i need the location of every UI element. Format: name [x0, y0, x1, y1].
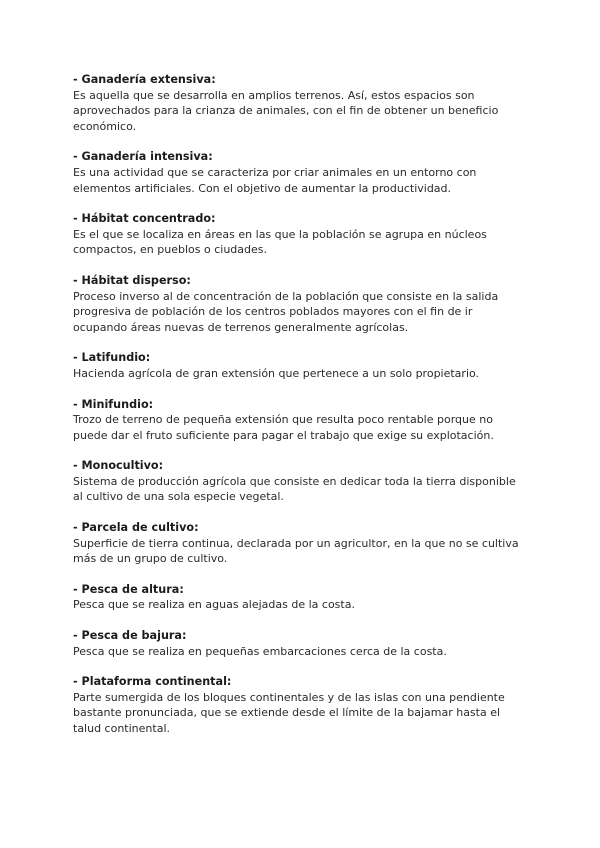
- definition-line: Proceso inverso al de concentración de la población que consiste en la salida: [73, 289, 499, 303]
- glossary-entry: [73, 458, 533, 505]
- definition-line: Parte sumergida de los bloques continentales y de las islas con una pendiente: [73, 690, 505, 704]
- term-definition: [73, 289, 533, 336]
- term-heading: - Latifundio:: [73, 351, 151, 365]
- term-heading: - Ganadería intensiva:: [73, 150, 213, 164]
- term-definition: [73, 165, 533, 196]
- glossary-entry: [73, 520, 533, 567]
- term-definition: [73, 412, 533, 443]
- term-definition: [73, 597, 533, 613]
- term-definition: [73, 366, 533, 382]
- term-heading: - Pesca de bajura:: [73, 629, 187, 643]
- definition-line: talud continental.: [73, 722, 170, 735]
- definition-line: aprovechados para la crianza de animales, con el fin de obtener un beneficio: [73, 104, 499, 118]
- definition-line: Pesca que se realiza en aguas alejadas de la costa.: [73, 598, 355, 612]
- definition-line: Pesca que se realiza en pequeñas embarcaciones cerca de la costa.: [73, 644, 447, 658]
- term-definition: [73, 644, 533, 660]
- term-heading: - Monocultivo:: [73, 459, 164, 473]
- glossary-entry: [73, 397, 533, 444]
- definition-line: compactos, en pueblos o ciudades.: [73, 243, 267, 257]
- glossary-entry: [73, 149, 533, 196]
- definition-line: Es aquella que se desarrolla en amplios terrenos. Así, estos espacios son: [73, 88, 475, 102]
- glossary-entry: [73, 674, 533, 736]
- definition-line: económico.: [73, 119, 137, 133]
- definition-line: ocupando áreas nuevas de terrenos generalmente agrícolas.: [73, 320, 409, 334]
- glossary-entry: [73, 72, 533, 134]
- definition-line: Es una actividad que se caracteriza por criar animales en un entorno con: [73, 165, 477, 179]
- definition-line: progresiva de población de los centros poblados mayores con el fin de ir: [73, 305, 473, 319]
- definition-line: más de un grupo de cultivo.: [73, 552, 228, 566]
- term-definition: [73, 88, 533, 135]
- term-heading: - Plataforma continental:: [73, 675, 232, 689]
- definition-line: Sistema de producción agrícola que consiste en dedicar toda la tierra disponible: [73, 474, 516, 488]
- term-heading: - Minifundio:: [73, 397, 154, 411]
- glossary-entry: [73, 211, 533, 258]
- term-heading: - Hábitat concentrado:: [73, 212, 216, 226]
- glossary-entry: [73, 350, 533, 381]
- term-heading: - Pesca de altura:: [73, 582, 184, 596]
- term-definition: [73, 227, 533, 258]
- definition-line: bastante pronunciada, que se extiende desde el límite de la bajamar hasta el: [73, 706, 501, 720]
- term-definition: [73, 690, 533, 737]
- definition-line: Trozo de terreno de pequeña extensión que resulta poco rentable porque no: [73, 413, 493, 427]
- term-heading: - Ganadería extensiva:: [73, 73, 216, 86]
- glossary-entry: [73, 582, 533, 613]
- definition-line: elementos artificiales. Con el objetivo de aumentar la productividad.: [73, 181, 452, 195]
- glossary-entry: [73, 628, 533, 659]
- term-heading: - Parcela de cultivo:: [73, 521, 199, 535]
- term-definition: [73, 474, 533, 505]
- definition-line: Superficie de tierra continua, declarada por un agricultor, en la que no se cultiva: [73, 536, 519, 550]
- document-page: [73, 72, 533, 752]
- definition-line: Hacienda agrícola de gran extensión que pertenece a un solo propietario.: [73, 366, 480, 380]
- glossary-entry: [73, 273, 533, 335]
- term-definition: [73, 536, 533, 567]
- definition-line: al cultivo de una sola especie vegetal.: [73, 490, 284, 504]
- term-heading: - Hábitat disperso:: [73, 273, 191, 287]
- definition-line: puede dar el fruto suficiente para pagar el trabajo que exige su explotación.: [73, 428, 494, 442]
- definition-line: Es el que se localiza en áreas en las que la población se agrupa en núcleos: [73, 227, 487, 241]
